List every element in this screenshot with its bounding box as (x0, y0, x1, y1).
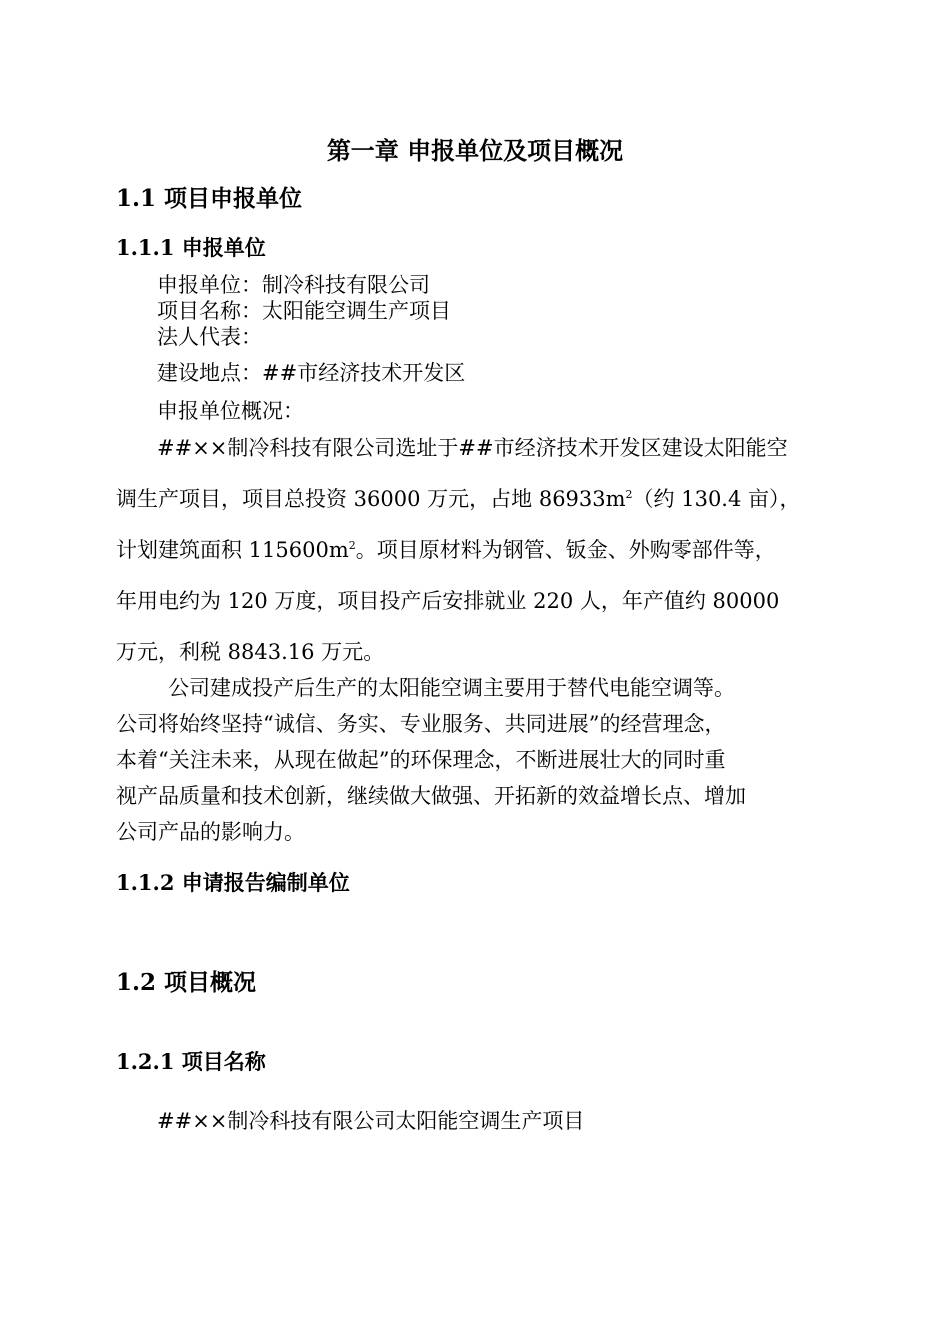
overview-line-3-a: 计划建筑面积 115600m (116, 538, 349, 562)
overview-line-3 (116, 530, 846, 581)
philosophy-paragraph (116, 673, 846, 853)
chapter-title: 第一章 申报单位及项目概况 (326, 136, 624, 165)
philosophy-line-1: 公司建成投产后生产的太阳能空调主要用于替代电能空调等。 (168, 676, 735, 700)
superscript: 2 (625, 488, 633, 501)
overview-line-1: ##××制冷科技有限公司选址于##市经济技术开发区建设太阳能空 (157, 436, 788, 460)
philosophy-line-5: 公司产品的影响力。 (116, 820, 305, 844)
applicant-line: 申报单位：制冷科技有限公司 (157, 273, 430, 297)
location-line: 建设地点：##市经济技术开发区 (157, 361, 466, 385)
overview-line-3-b: 。项目原材料为钢管、钣金、外购零部件等， (355, 538, 776, 562)
section-heading-1-1: 1.1 项目申报单位 (116, 185, 303, 212)
project-name-content: ##××制冷科技有限公司太阳能空调生产项目 (157, 1109, 585, 1133)
overview-label: 申报单位概况： (157, 399, 304, 423)
superscript: 2 (348, 539, 356, 552)
overview-paragraph (116, 428, 846, 683)
philosophy-line-3: 本着“关注未来，从现在做起”的环保理念，不断进展壮大的同时重 (116, 748, 726, 772)
overview-line-2-a: 调生产项目，项目总投资 36000 万元，占地 86933m (116, 487, 626, 511)
section-heading-1-1-1: 1.1.1 申报单位 (116, 235, 266, 260)
overview-line-4: 年用电约为 120 万度，项目投产后安排就业 220 人，年产值约 80000 (116, 589, 780, 613)
section-heading-1-2-1: 1.2.1 项目名称 (116, 1049, 266, 1074)
project-name-line: 项目名称：太阳能空调生产项目 (157, 299, 451, 323)
legal-rep-line: 法人代表： (157, 325, 262, 349)
overview-line-5: 万元，利税 8843.16 万元。 (116, 640, 385, 664)
philosophy-line-2: 公司将始终坚持“诚信、务实、专业服务、共同进展”的经营理念， (116, 712, 726, 736)
overview-line-2-b: （约 130.4 亩）， (632, 487, 801, 511)
section-heading-1-2: 1.2 项目概况 (116, 969, 257, 996)
philosophy-line-4: 视产品质量和技术创新，继续做大做强、开拓新的效益增长点、增加 (116, 784, 746, 808)
section-heading-1-1-2: 1.1.2 申请报告编制单位 (116, 870, 350, 895)
overview-line-2 (116, 479, 846, 530)
